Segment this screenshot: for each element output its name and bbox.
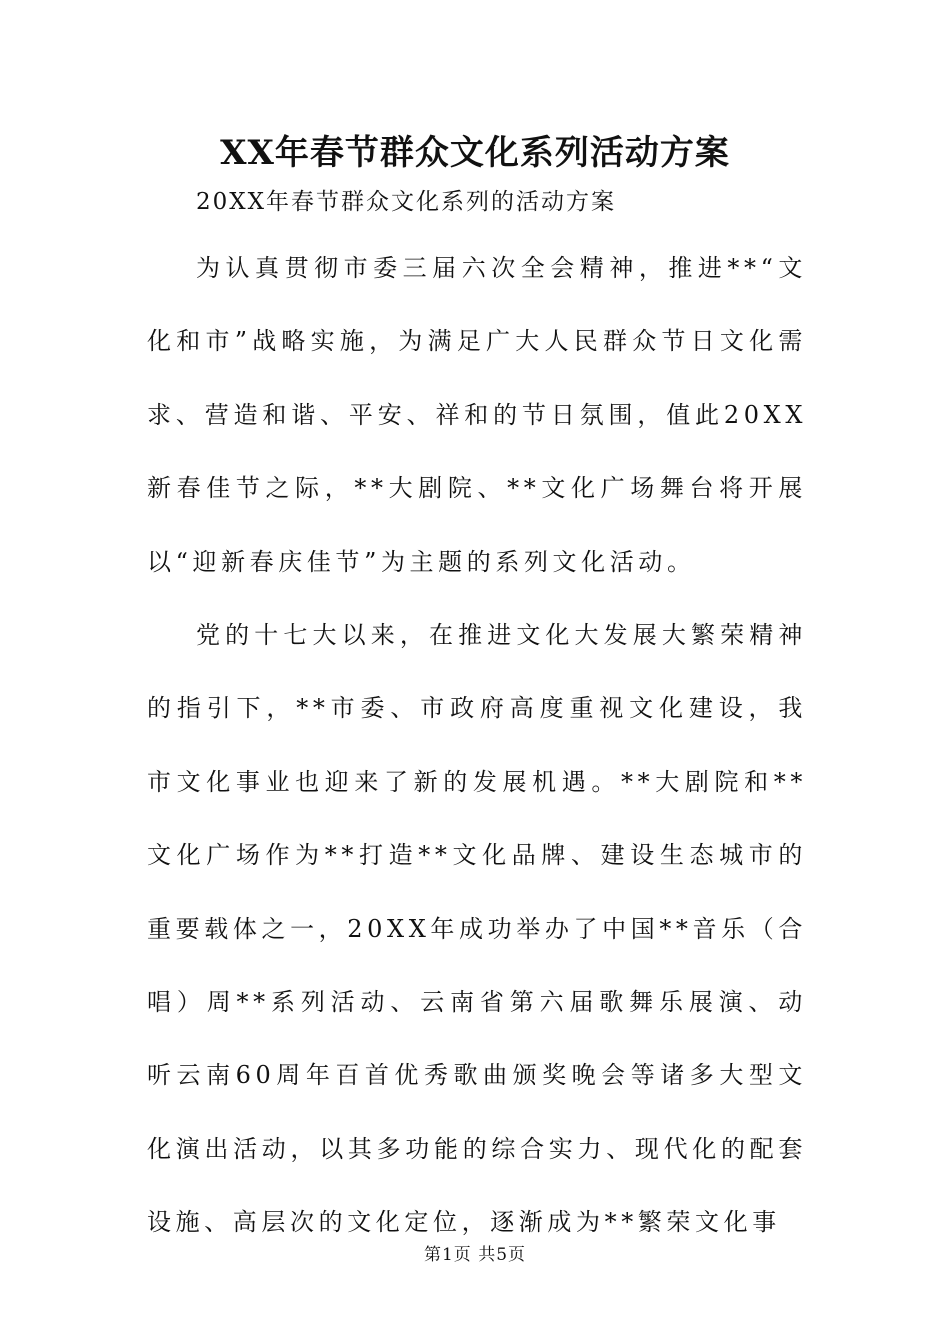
body-paragraph: 为认真贯彻市委三届六次全会精神，推进**“文化和市”战略实施，为满足广大人民群众节日文化需求、营造和谐、平安、祥和的节日氛围，值此20XX新春佳节之际，**大剧院、**文化广场舞台将开展以“迎新春庆佳节”为主题的系列文化活动。 (147, 254, 807, 576)
document-subtitle: 20XX年春节群众文化系列的活动方案 (196, 189, 617, 215)
page-number-footer: 第1页 共5页 (423, 1245, 527, 1265)
document-title: XX年春节群众文化系列活动方案 (220, 133, 730, 173)
body-paragraph: 党的十七大以来，在推进文化大发展大繁荣精神的指引下，**市委、市政府高度重视文化建设，我市文化事业也迎来了新的发展机遇。**大剧院和**文化广场作为**打造**文化品牌、建设生态城市的重要载体之一，20XX年成功举办了中国**音乐（合唱）周**系列活动、云南省第六届歌舞乐展演、动听云南60周年百首优秀歌曲颁奖晚会等诸多大型文化演出活动，以其多功能的综合实力、现代化的配套设施、高层次的文化定位，逐渐成为**繁荣文化事 (147, 621, 807, 1237)
